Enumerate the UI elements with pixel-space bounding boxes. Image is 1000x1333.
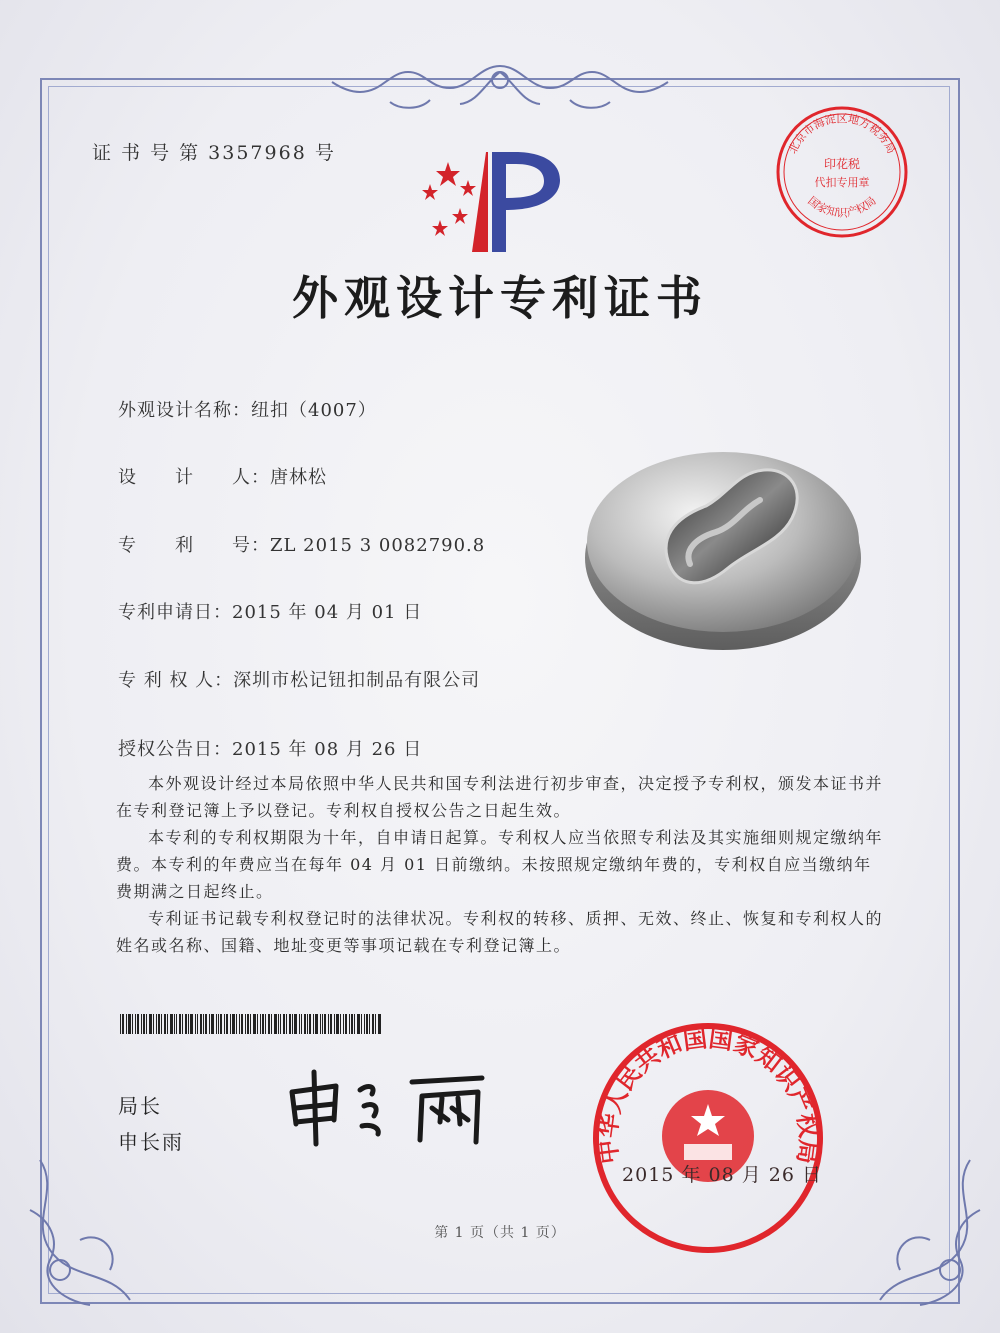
barcode-bar: [375, 1014, 376, 1034]
barcode-bar: [197, 1014, 198, 1034]
barcode-bar: [334, 1014, 335, 1034]
signatory-name: 申长雨: [118, 1130, 184, 1154]
barcode-bar: [299, 1014, 300, 1034]
barcode-bar: [167, 1014, 168, 1034]
barcode-bar: [330, 1014, 332, 1034]
barcode-bar: [366, 1014, 368, 1034]
seal-date: 2015 年 08 月 26 日: [622, 1164, 822, 1186]
patent-office-logo: [410, 150, 580, 255]
barcode-bar: [286, 1014, 287, 1034]
barcode-bar: [224, 1014, 225, 1034]
barcode-bar: [209, 1014, 210, 1034]
seal-text-bottom: 国家知识产权局: [805, 194, 879, 220]
barcode-bar: [170, 1014, 173, 1034]
field-value: 2015 年 04 月 01 日: [232, 602, 423, 623]
barcode-bar: [351, 1014, 353, 1034]
barcode-bar: [274, 1014, 277, 1034]
barcode-bar: [230, 1014, 231, 1034]
handwritten-signature: [282, 1062, 512, 1152]
paragraph: 专利证书记载专利权登记时的法律状况。专利权的转移、质押、无效、终止、恢复和专利权人的姓名或名称、国籍、地址变更等事项记载在专利登记簿上。: [116, 909, 884, 955]
field-label: 专 利 号：: [118, 535, 270, 556]
barcode-bar: [126, 1014, 127, 1034]
field-patentee: [118, 666, 480, 692]
barcode-bar: [141, 1014, 142, 1034]
field-value: 2015 年 08 月 26 日: [232, 739, 423, 760]
field-patent-number: [118, 531, 485, 557]
barcode-bar: [190, 1014, 193, 1034]
certificate-body: [116, 770, 886, 959]
barcode-bar: [313, 1014, 314, 1034]
barcode-bar: [135, 1014, 136, 1034]
barcode-bar: [245, 1014, 246, 1034]
field-design-name: [118, 396, 377, 422]
barcode-bar: [188, 1014, 189, 1034]
product-image-button: [578, 438, 868, 658]
certificate-number: 证 书 号 第 3357968 号: [92, 142, 336, 164]
barcode-bar: [304, 1014, 306, 1034]
barcode-bar: [176, 1014, 177, 1034]
barcode-bar: [203, 1014, 204, 1034]
barcode-bar: [241, 1014, 243, 1034]
barcode-bar: [301, 1014, 302, 1034]
field-value: ZL 2015 3 0082790.8: [270, 535, 486, 556]
barcode-bar: [158, 1014, 160, 1034]
barcode-bar: [247, 1014, 249, 1034]
paragraph: 本外观设计经过本局依照中华人民共和国专利法进行初步审查，决定授予专利权，颁发本证书并在专利登记簿上予以登记。专利权自授权公告之日起生效。: [116, 774, 884, 820]
barcode-bar: [280, 1014, 281, 1034]
barcode-bar: [322, 1014, 323, 1034]
barcode-bar: [364, 1014, 365, 1034]
barcode-bar: [239, 1014, 240, 1034]
barcode-bar: [357, 1014, 360, 1034]
paragraph: 本专利的专利权期限为十年，自申请日起算。专利权人应当依照专利法及其实施细则规定缴纳年费。本专利的年费应当在每年 04 月 01 日前缴纳。未按照规定缴纳年费的，专利权自应当缴纳年费期满之日起终止。: [116, 828, 884, 901]
barcode-bar: [132, 1014, 133, 1034]
barcode-bar: [253, 1014, 256, 1034]
page-title: 外观设计专利证书: [292, 271, 708, 325]
page-indicator: 第 1 页（共 1 页）: [434, 1225, 566, 1241]
barcode-bar: [143, 1014, 145, 1034]
barcode-bar: [195, 1014, 196, 1034]
barcode-bar: [260, 1014, 261, 1034]
barcode-bar: [128, 1014, 131, 1034]
barcode-bar: [278, 1014, 279, 1034]
field-value: 深圳市松记钮扣制品有限公司: [233, 670, 481, 691]
barcode-bar: [156, 1014, 157, 1034]
seal-text-center-2: 代扣专用章: [814, 176, 870, 189]
field-label: 设 计 人：: [118, 467, 270, 488]
field-label: 专利申请日：: [118, 602, 232, 623]
barcode-bar: [271, 1014, 272, 1034]
barcode-bar: [218, 1014, 219, 1034]
barcode-bar: [324, 1014, 326, 1034]
barcode: [120, 1014, 382, 1034]
barcode-bar: [328, 1014, 329, 1034]
barcode-bar: [354, 1014, 355, 1034]
barcode-bar: [205, 1014, 207, 1034]
barcode-bar: [265, 1014, 266, 1034]
field-designer: [118, 463, 327, 489]
barcode-bar: [320, 1014, 321, 1034]
field-label: 授权公告日：: [118, 739, 232, 760]
barcode-bar: [378, 1014, 381, 1034]
barcode-bar: [289, 1014, 291, 1034]
barcode-bar: [211, 1014, 214, 1034]
barcode-bar: [174, 1014, 175, 1034]
signatory-title: 局长: [118, 1094, 162, 1118]
barcode-bar: [345, 1014, 347, 1034]
barcode-bar: [226, 1014, 228, 1034]
seal-text-ring: 中华人民共和国国家知识产权局: [593, 1024, 823, 1166]
barcode-bar: [340, 1014, 341, 1034]
barcode-bar: [220, 1014, 222, 1034]
top-ornament: [330, 58, 670, 118]
tax-stamp-seal: [772, 102, 912, 242]
barcode-bar: [149, 1014, 152, 1034]
field-value: 纽扣（4007）: [251, 400, 377, 421]
barcode-bar: [369, 1014, 370, 1034]
field-grant-date: [118, 735, 422, 761]
barcode-bar: [137, 1014, 139, 1034]
barcode-bar: [268, 1014, 270, 1034]
barcode-bar: [153, 1014, 154, 1034]
barcode-bar: [343, 1014, 344, 1034]
barcode-bar: [361, 1014, 362, 1034]
barcode-bar: [250, 1014, 251, 1034]
barcode-bar: [257, 1014, 258, 1034]
seal-text-center: 印花税: [823, 157, 861, 171]
barcode-bar: [185, 1014, 187, 1034]
field-application-date: [118, 598, 422, 624]
barcode-bar: [283, 1014, 285, 1034]
barcode-bar: [372, 1014, 374, 1034]
barcode-bar: [315, 1014, 318, 1034]
barcode-bar: [307, 1014, 308, 1034]
barcode-bar: [309, 1014, 311, 1034]
seal-text-top: 北京市海淀区地方税务局: [785, 112, 899, 156]
barcode-bar: [336, 1014, 339, 1034]
barcode-bar: [294, 1014, 297, 1034]
barcode-bar: [146, 1014, 147, 1034]
barcode-bar: [182, 1014, 183, 1034]
barcode-bar: [232, 1014, 235, 1034]
barcode-bar: [179, 1014, 181, 1034]
barcode-bar: [122, 1014, 124, 1034]
barcode-bar: [262, 1014, 264, 1034]
field-label: 专 利 权 人：: [118, 670, 234, 691]
barcode-bar: [161, 1014, 162, 1034]
barcode-bar: [120, 1014, 121, 1034]
barcode-bar: [292, 1014, 293, 1034]
barcode-bar: [236, 1014, 237, 1034]
field-value: 唐林松: [270, 467, 327, 488]
barcode-bar: [200, 1014, 202, 1034]
barcode-bar: [164, 1014, 166, 1034]
field-label: 外观设计名称：: [118, 400, 251, 421]
barcode-bar: [349, 1014, 350, 1034]
barcode-bar: [216, 1014, 217, 1034]
